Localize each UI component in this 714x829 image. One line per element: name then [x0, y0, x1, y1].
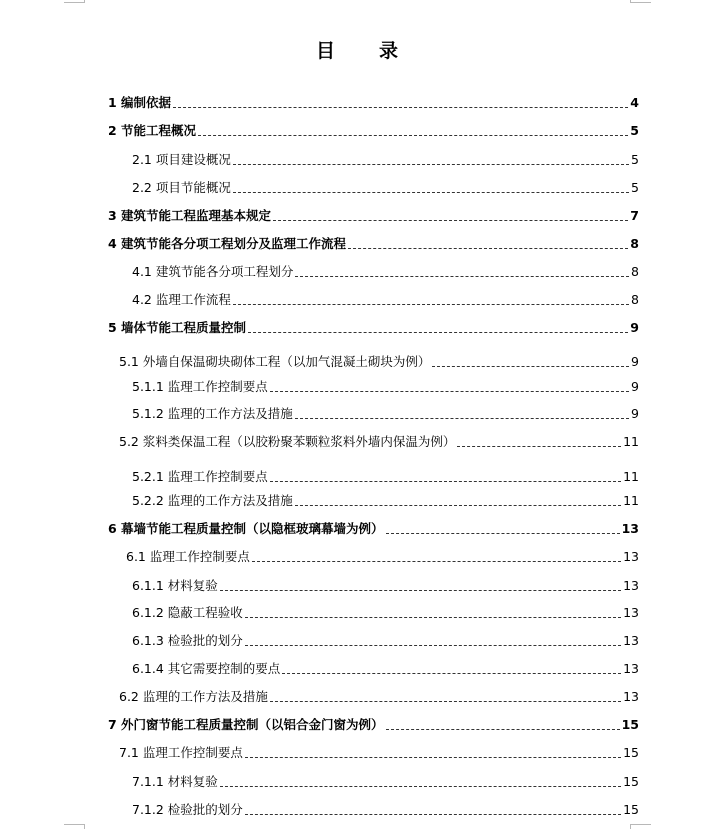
toc-entry-label: 2.1 项目建设概况 [132, 152, 231, 167]
toc-entry-label: 4.1 建筑节能各分项工程划分 [132, 264, 294, 279]
toc-entry[interactable] [132, 660, 639, 678]
toc-entry[interactable] [108, 207, 639, 225]
toc-entry[interactable] [132, 801, 639, 819]
toc-entry-label: 5.2.1 监理工作控制要点 [132, 469, 268, 484]
toc-entry-label: 5 墙体节能工程质量控制 [108, 320, 247, 335]
toc-entry-page-number: 5 [630, 123, 639, 138]
toc-leader-line [432, 365, 629, 367]
toc-entry-label: 5.1.1 监理工作控制要点 [132, 379, 268, 394]
toc-entry-label: 5.1 外墙自保温砌块砌体工程（以加气混凝土砌块为例） [119, 354, 431, 369]
toc-leader-line [270, 480, 621, 482]
toc-leader-line [295, 504, 621, 506]
toc-entry[interactable] [119, 688, 639, 706]
toc-leader-line [270, 390, 629, 392]
toc-entry-page-number: 11 [623, 469, 639, 484]
toc-leader-line [233, 191, 629, 193]
toc-leader-line [220, 785, 621, 787]
toc-entry-label: 6 幕墙节能工程质量控制（以隐框玻璃幕墙为例） [108, 521, 384, 536]
toc-leader-line [282, 672, 621, 674]
toc-entry-page-number: 13 [623, 578, 639, 593]
toc-entry-page-number: 9 [630, 320, 639, 335]
toc-leader-line [233, 163, 629, 165]
toc-entry[interactable] [132, 179, 639, 197]
toc-entry-label: 6.1.1 材料复验 [132, 578, 218, 593]
toc-entry-page-number: 8 [631, 264, 639, 279]
toc-entry-label: 6.1.4 其它需要控制的要点 [132, 661, 281, 676]
toc-entry-page-number: 13 [621, 521, 639, 536]
toc-entry-label: 5.2 浆料类保温工程（以胶粉聚苯颗粒浆料外墙内保温为例） [119, 434, 456, 449]
toc-entry-label: 5.2.2 监理的工作方法及措施 [132, 493, 293, 508]
toc-leader-line [245, 756, 621, 758]
toc-entry[interactable] [108, 716, 639, 734]
toc-entry[interactable] [119, 353, 639, 371]
toc-entry-page-number: 15 [621, 717, 639, 732]
toc-entry[interactable] [132, 468, 639, 486]
toc-entry[interactable] [119, 433, 639, 451]
toc-entry-label: 5.1.2 监理的工作方法及措施 [132, 406, 293, 421]
toc-entry[interactable] [132, 773, 639, 791]
toc-entry-label: 7.1 监理工作控制要点 [119, 745, 243, 760]
toc-entry-page-number: 7 [630, 208, 639, 223]
toc-entry[interactable] [132, 405, 639, 423]
toc-leader-line [233, 303, 629, 305]
toc-entry-label: 4.2 监理工作流程 [132, 292, 231, 307]
toc-entry[interactable] [132, 492, 639, 510]
toc-entry-label: 6.1 监理工作控制要点 [126, 549, 250, 564]
toc-entry-page-number: 5 [631, 152, 639, 167]
toc-entry-page-number: 13 [623, 605, 639, 620]
toc-entry-page-number: 9 [631, 379, 639, 394]
toc-entry-page-number: 8 [630, 236, 639, 251]
title-char: 目 [315, 40, 335, 62]
toc-entry-page-number: 13 [623, 549, 639, 564]
toc-leader-line [348, 247, 628, 249]
toc-entry[interactable] [132, 378, 639, 396]
page-corner-mark [64, 824, 85, 829]
toc-leader-line [198, 134, 628, 136]
toc-entry[interactable] [132, 291, 639, 309]
page-corner-mark [64, 0, 85, 3]
page-title [0, 36, 714, 63]
toc-leader-line [220, 589, 621, 591]
toc-entry[interactable] [132, 263, 639, 281]
toc-entry-label: 7.1.2 检验批的划分 [132, 802, 243, 817]
page-corner-mark [630, 0, 651, 3]
toc-leader-line [245, 616, 621, 618]
toc-entry[interactable] [132, 577, 639, 595]
toc-entry-label: 6.2 监理的工作方法及措施 [119, 689, 268, 704]
toc-entry[interactable] [108, 520, 639, 538]
toc-leader-line [457, 445, 621, 447]
toc-entry-label: 2.2 项目节能概况 [132, 180, 231, 195]
toc-entry[interactable] [119, 744, 639, 762]
toc-entry[interactable] [132, 604, 639, 622]
toc-entry-label: 7.1.1 材料复验 [132, 774, 218, 789]
toc-entry-page-number: 13 [623, 689, 639, 704]
toc-entry[interactable] [108, 94, 639, 112]
toc-entry[interactable] [126, 548, 639, 566]
toc-entry-label: 2 节能工程概况 [108, 123, 197, 138]
toc-leader-line [386, 532, 620, 534]
toc-leader-line [248, 331, 628, 333]
toc-leader-line [270, 700, 621, 702]
toc-leader-line [295, 417, 629, 419]
title-char: 录 [379, 40, 399, 62]
toc-entry-page-number: 13 [623, 661, 639, 676]
toc-leader-line [245, 644, 621, 646]
toc-entry-page-number: 15 [623, 802, 639, 817]
toc-entry[interactable] [132, 151, 639, 169]
toc-leader-line [245, 813, 621, 815]
toc-entry-page-number: 4 [630, 95, 639, 110]
toc-entry[interactable] [132, 632, 639, 650]
toc-leader-line [173, 106, 628, 108]
toc-entry-page-number: 13 [623, 633, 639, 648]
toc-entry[interactable] [108, 319, 639, 337]
toc-entry-label: 6.1.2 隐蔽工程验收 [132, 605, 243, 620]
toc-entry-page-number: 9 [631, 354, 639, 369]
toc-entry[interactable] [108, 235, 639, 253]
toc-leader-line [386, 728, 620, 730]
toc-entry-label: 4 建筑节能各分项工程划分及监理工作流程 [108, 236, 347, 251]
toc-entry-page-number: 15 [623, 745, 639, 760]
toc-entry-label: 1 编制依据 [108, 95, 172, 110]
toc-entry-page-number: 11 [623, 434, 639, 449]
toc-leader-line [273, 219, 628, 221]
toc-entry-label: 7 外门窗节能工程质量控制（以铝合金门窗为例） [108, 717, 384, 732]
toc-leader-line [252, 560, 621, 562]
toc-entry-page-number: 11 [623, 493, 639, 508]
toc-leader-line [295, 275, 629, 277]
toc-entry-page-number: 15 [623, 774, 639, 789]
toc-entry[interactable] [108, 122, 639, 140]
toc-entry-page-number: 8 [631, 292, 639, 307]
page-corner-mark [630, 824, 651, 829]
toc-entry-page-number: 9 [631, 406, 639, 421]
toc-entry-label: 3 建筑节能工程监理基本规定 [108, 208, 272, 223]
toc-entry-label: 6.1.3 检验批的划分 [132, 633, 243, 648]
toc-entry-page-number: 5 [631, 180, 639, 195]
